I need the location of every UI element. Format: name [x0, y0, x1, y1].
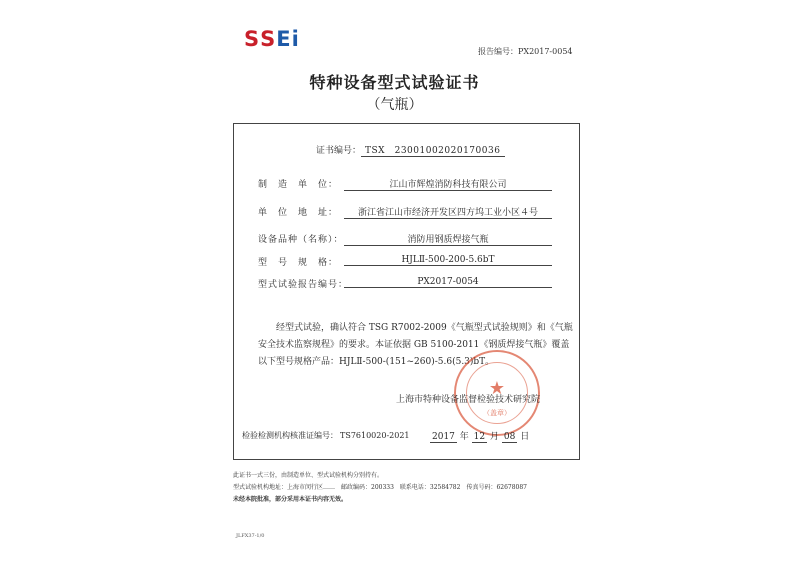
date-day-unit: 日: [520, 432, 530, 442]
date-day: 08: [503, 432, 516, 442]
logo-letter-s1: S: [244, 27, 260, 51]
cert-no-value: TSX 23001002020170036: [361, 143, 505, 157]
form-code: JLFX37-1/0: [236, 533, 265, 539]
field-label: 设备品种（名称）：: [258, 235, 344, 245]
seal-star-icon: ★: [488, 378, 506, 399]
field-value: PX2017-0054: [344, 277, 552, 288]
approval-value: TS7610020-2021: [340, 431, 410, 440]
logo-letter-s2: S: [260, 27, 276, 51]
statement-line: 安全技术监察规程》的要求。本证依据 GB 5100-2011《钢质焊接气瓶》覆盖: [258, 340, 570, 350]
report-number: 报告编号：PX2017-0054: [478, 47, 573, 56]
date-year-unit: 年: [459, 432, 469, 442]
issuing-organization: 上海市特种设备监督检验技术研究院: [396, 395, 541, 405]
field-report-number: [258, 277, 479, 290]
field-equipment-type: [258, 232, 489, 245]
footnotes: [233, 470, 593, 506]
date-month: 12: [473, 432, 486, 442]
field-label: 型 号 规 格：: [258, 258, 339, 268]
statement-line: 以下型号规格产品：HJLⅡ-500-(151~260)-5.6(5.3)bT。: [258, 357, 495, 367]
field-label: 制 造 单 位：: [258, 180, 339, 190]
field-value: HJLⅡ-500-200-5.6bT: [344, 255, 552, 266]
logo-letter-i: i: [291, 27, 299, 51]
approval-label: 检验检测机构核准证编号：: [242, 431, 338, 440]
ssei-logo: [244, 28, 299, 50]
footnote-line: 此证书一式三份，由制造单位、型式试验机构分别持有。: [233, 472, 384, 479]
footnote-line: 未经本院批准，部分采用本证书内容无效。: [233, 496, 348, 503]
field-address: [258, 205, 538, 218]
footnote-line: 型式试验机构地址：上海市闵行区…… 邮政编码：200333 联系电话：32584782 传真号码：62678087: [233, 484, 527, 491]
certificate-number: [316, 143, 505, 157]
issue-date: [430, 429, 529, 442]
document-subtitle: （气瓶）: [366, 97, 423, 113]
date-month-unit: 月: [490, 432, 500, 442]
field-label: 单 位 地 址：: [258, 208, 339, 218]
logo-letter-e: E: [276, 27, 291, 51]
cert-no-label: 证书编号：: [316, 146, 362, 156]
field-manufacturer: [258, 177, 507, 190]
date-year: 2017: [432, 432, 455, 442]
approval-number: [242, 430, 410, 441]
field-model: [258, 255, 495, 268]
statement-line: 经型式试验，确认符合 TSG R7002-2009《气瓶型式试验规则》和《气瓶: [276, 323, 573, 333]
field-value: 消防用钢质焊接气瓶: [344, 232, 552, 246]
field-value: 浙江省江山市经济开发区四方坞工业小区４号: [344, 205, 552, 219]
seal-text: （盖章）: [483, 409, 511, 417]
field-label: 型式试验报告编号：: [258, 280, 349, 290]
document-title: 特种设备型式试验证书: [309, 73, 480, 92]
field-value: 江山市辉煌消防科技有限公司: [344, 177, 552, 191]
